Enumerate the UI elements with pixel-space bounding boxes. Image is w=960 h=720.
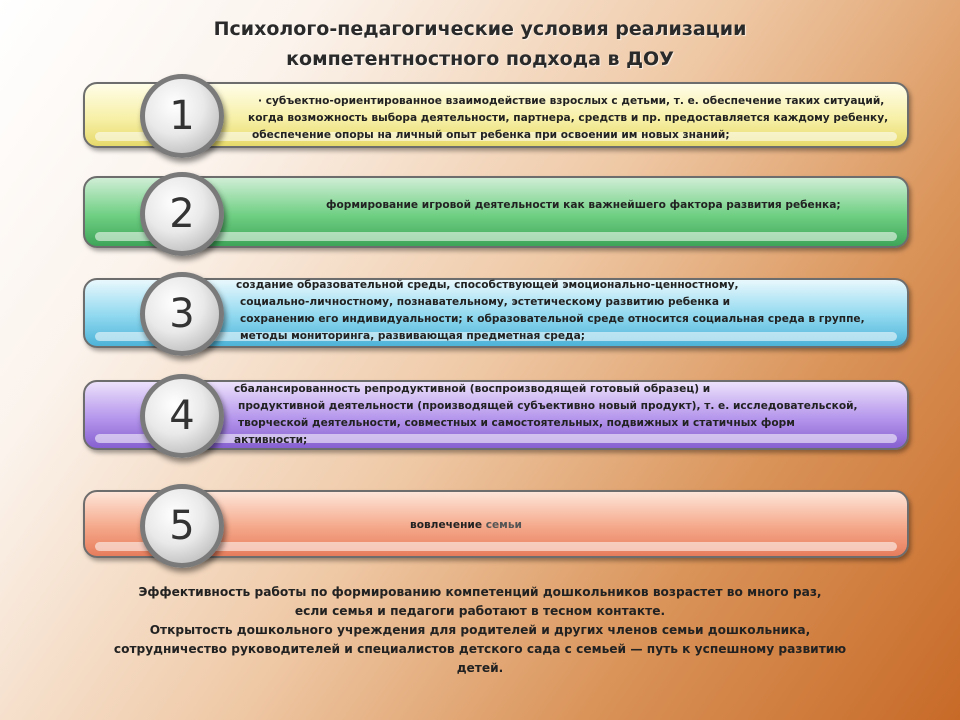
conclusion-line-1: Эффективность работы по формированию компетенций дошкольников возрастет во много раз,	[138, 585, 822, 599]
condition-text-4	[234, 381, 904, 449]
condition-3-line-3: сохранению его индивидуальности; к образовательной среде относится социальная среда в группе,	[240, 313, 865, 325]
slide-title	[0, 14, 960, 74]
conclusion-line-4: сотрудничество руководителей и специалистов детского сада с семьей — путь к успешному развитию	[113, 642, 847, 656]
number-badge-2: 2	[140, 172, 224, 256]
condition-3-line-2: социально-личностному, познавательному, эстетическому развитию ребенка и	[240, 296, 731, 308]
condition-4-line-4: активности;	[234, 434, 308, 446]
condition-5-line-1	[410, 517, 610, 534]
conclusion-line-5: детей.	[456, 661, 504, 675]
conclusion-line-3: Открытость дошкольного учреждения для родителей и других членов семьи дошкольника,	[149, 623, 811, 637]
conclusion-text	[40, 583, 920, 678]
number-badge-1: 1	[140, 74, 224, 158]
number-badge-5: 5	[140, 484, 224, 568]
condition-5-accent: семьи	[485, 519, 522, 531]
condition-text-1	[248, 93, 908, 144]
condition-text-2	[326, 197, 896, 214]
condition-text-3	[236, 277, 906, 345]
condition-4-line-3: творческой деятельности, совместных и самостоятельных, подвижных и статичных форм	[238, 417, 795, 429]
slide-title-line-1: Психолого-педагогические условия реализации	[213, 18, 747, 40]
condition-5-main: вовлечение	[410, 519, 486, 531]
condition-3-line-1: создание образовательной среды, способствующей эмоционально-ценностному,	[236, 279, 739, 291]
conclusion-line-2: если семья и педагоги работают в тесном контакте.	[294, 604, 666, 618]
condition-1-line-2: когда возможность выбора деятельности, партнера, средств и пр. предоставляется каждому ребенку,	[248, 112, 889, 124]
condition-4-line-1: сбалансированность репродуктивной (воспроизводящей готовый образец) и	[234, 383, 711, 395]
slide-title-line-2: компетентностного подхода в ДОУ	[286, 48, 674, 70]
condition-3-line-4: методы мониторинга, развивающая предметная среда;	[240, 330, 585, 342]
condition-1-line-3: обеспечение опоры на личный опыт ребенка при освоении им новых знаний;	[252, 129, 730, 141]
condition-1-line-1: · субъектно-ориентированное взаимодействие взрослых с детьми, т. е. обеспечение таких ситуаций,	[258, 95, 885, 107]
condition-2-line-1: формирование игровой деятельности как важнейшего фактора развития ребенка;	[326, 199, 841, 211]
number-badge-3: 3	[140, 272, 224, 356]
number-badge-4: 4	[140, 374, 224, 458]
condition-4-line-2: продуктивной деятельности (производящей субъективно новый продукт), т. е. исследовательской,	[238, 400, 858, 412]
condition-text-5	[410, 517, 610, 534]
